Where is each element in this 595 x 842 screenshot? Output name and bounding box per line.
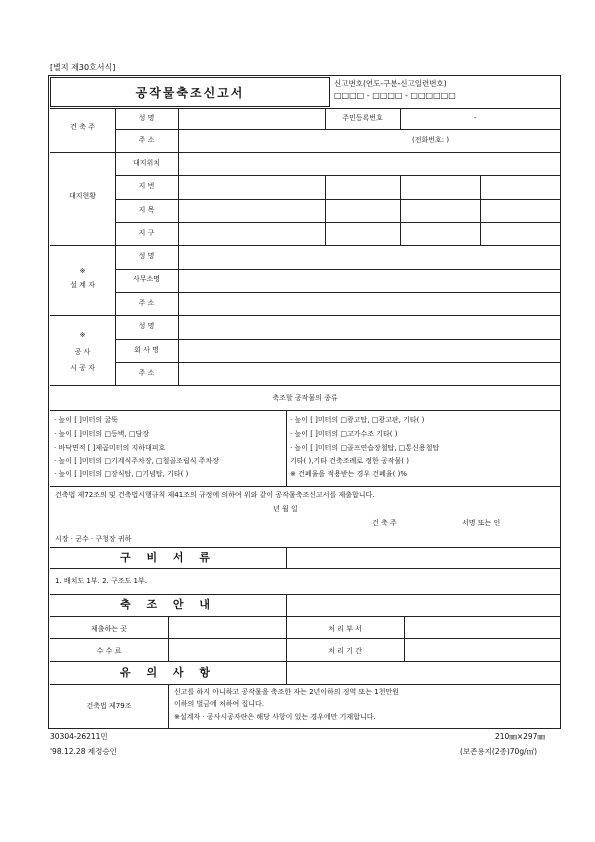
footer-approval: '98.12.28 제정승인 bbox=[50, 747, 117, 756]
site-lot-label: 지 번 bbox=[138, 182, 155, 190]
list-item: ※ 건폐율을 적용받는 경우 건폐율( )% bbox=[290, 470, 408, 478]
designer-office-label: 사무소명 bbox=[132, 275, 161, 283]
types-header: 축조할 공작물의 종류 bbox=[272, 394, 338, 402]
docs-list: 1. 배치도 1부. 2. 구조도 1부. bbox=[55, 577, 147, 585]
report-no-boxes[interactable]: □□□□ - □□□□ - □□□□□□ bbox=[334, 91, 456, 100]
list-item: · 높이 [ ]미터의 굴뚝 bbox=[54, 416, 118, 424]
constructor-section-2: 시 공 자 bbox=[70, 364, 95, 372]
site-location-label: 대지위치 bbox=[132, 159, 161, 167]
designer-address-label: 주 소 bbox=[138, 299, 155, 307]
submit-to-label: 제출하는 곳 bbox=[90, 625, 128, 633]
declaration-text: 건축법 제72조의 및 건축법시행규칙 제41조의 규정에 의하여 위와 같이 공작물축조신고서를 제출합니다. bbox=[55, 491, 375, 499]
builder-id-sep: - bbox=[474, 114, 477, 122]
builder-phone[interactable]: (전화번호: ) bbox=[412, 136, 450, 144]
list-item: · 높이 [ ]미터의 □기계식주차장, □철골조립식 주차장 bbox=[54, 457, 219, 465]
site-section: 대지현황 bbox=[68, 192, 97, 200]
notes-header: 유 의 사 항 bbox=[120, 666, 216, 679]
site-category-label: 지 목 bbox=[138, 206, 155, 214]
list-item: · 높이 [ ]미터의 □장식탑, □기념탑, 기타( ) bbox=[54, 470, 189, 478]
footer-size: 210㎜×297㎜ bbox=[495, 732, 545, 741]
list-item: · 높이 [ ]미터의 □고가수조 기타( ) bbox=[290, 430, 398, 438]
form-title: 공작물축조신고서 bbox=[135, 86, 245, 100]
period-label: 처 리 기 간 bbox=[328, 647, 362, 655]
list-item: · 바닥면적 [ ]제곱미터의 지하대피호 bbox=[54, 444, 166, 452]
list-item: · 높이 [ ]미터의 □골프연습장철탑, □통신용철탑 bbox=[290, 444, 440, 452]
note-line-2: 이하의 벌금에 처하여 집니다. bbox=[174, 700, 265, 708]
constructor-company-label: 회 사 명 bbox=[134, 346, 159, 354]
form-label: [별지 제30호서식] bbox=[50, 63, 116, 72]
list-item: · 높이 [ ]미터의 □광고탑, □광고판, 기타( ) bbox=[290, 416, 425, 424]
builder-id-label: 주민등록번호 bbox=[342, 114, 383, 122]
site-zone-label: 지 구 bbox=[138, 229, 155, 237]
note-line-3: ※설계자 · 공사시공자란은 해당 사항이 있는 경우에만 기재합니다. bbox=[174, 713, 376, 721]
builder-name-label: 성 명 bbox=[138, 114, 155, 122]
designer-section: 설 계 자 bbox=[70, 281, 95, 289]
builder-address-label: 주 소 bbox=[138, 136, 155, 144]
constructor-section-1: 공 사 bbox=[74, 348, 91, 356]
guide-header: 축 조 안 내 bbox=[120, 598, 216, 611]
list-item: 기타( ),기타 건축조례로 정한 공작물( ) bbox=[290, 457, 409, 465]
fee-label: 수 수 료 bbox=[96, 647, 122, 655]
footer-paper: (보존용지(2종)70g/㎡) bbox=[460, 747, 538, 756]
date-field[interactable]: 년 월 일 bbox=[273, 505, 298, 513]
sign-field[interactable]: 서명 또는 인 bbox=[462, 519, 501, 527]
docs-header: 구 비 서 류 bbox=[120, 551, 216, 564]
list-item: · 높이 [ ]미터의 □등벽, □담장 bbox=[54, 430, 150, 438]
constructor-mark: ※ bbox=[79, 331, 86, 339]
law-label: 건축법 제79조 bbox=[86, 702, 132, 710]
addressee: 시장 · 군수 · 구청장 귀하 bbox=[55, 535, 132, 543]
designer-mark: ※ bbox=[79, 267, 86, 275]
designer-name-label: 성 명 bbox=[138, 252, 155, 260]
note-line-1: 신고를 하지 아니하고 공작물을 축조한 자는 2년이하의 징역 또는 1천만원 bbox=[174, 688, 400, 696]
constructor-address-label: 주 소 bbox=[138, 369, 155, 377]
footer-code: 30304-26211민 bbox=[50, 732, 108, 741]
report-no-label: 신고번호(연도-구분-신고일련번호) bbox=[334, 79, 447, 88]
builder-section: 건 축 주 bbox=[70, 123, 95, 131]
signer-label: 건 축 주 bbox=[372, 519, 397, 527]
constructor-name-label: 성 명 bbox=[138, 322, 155, 330]
dept-label: 처 리 부 서 bbox=[328, 625, 362, 633]
